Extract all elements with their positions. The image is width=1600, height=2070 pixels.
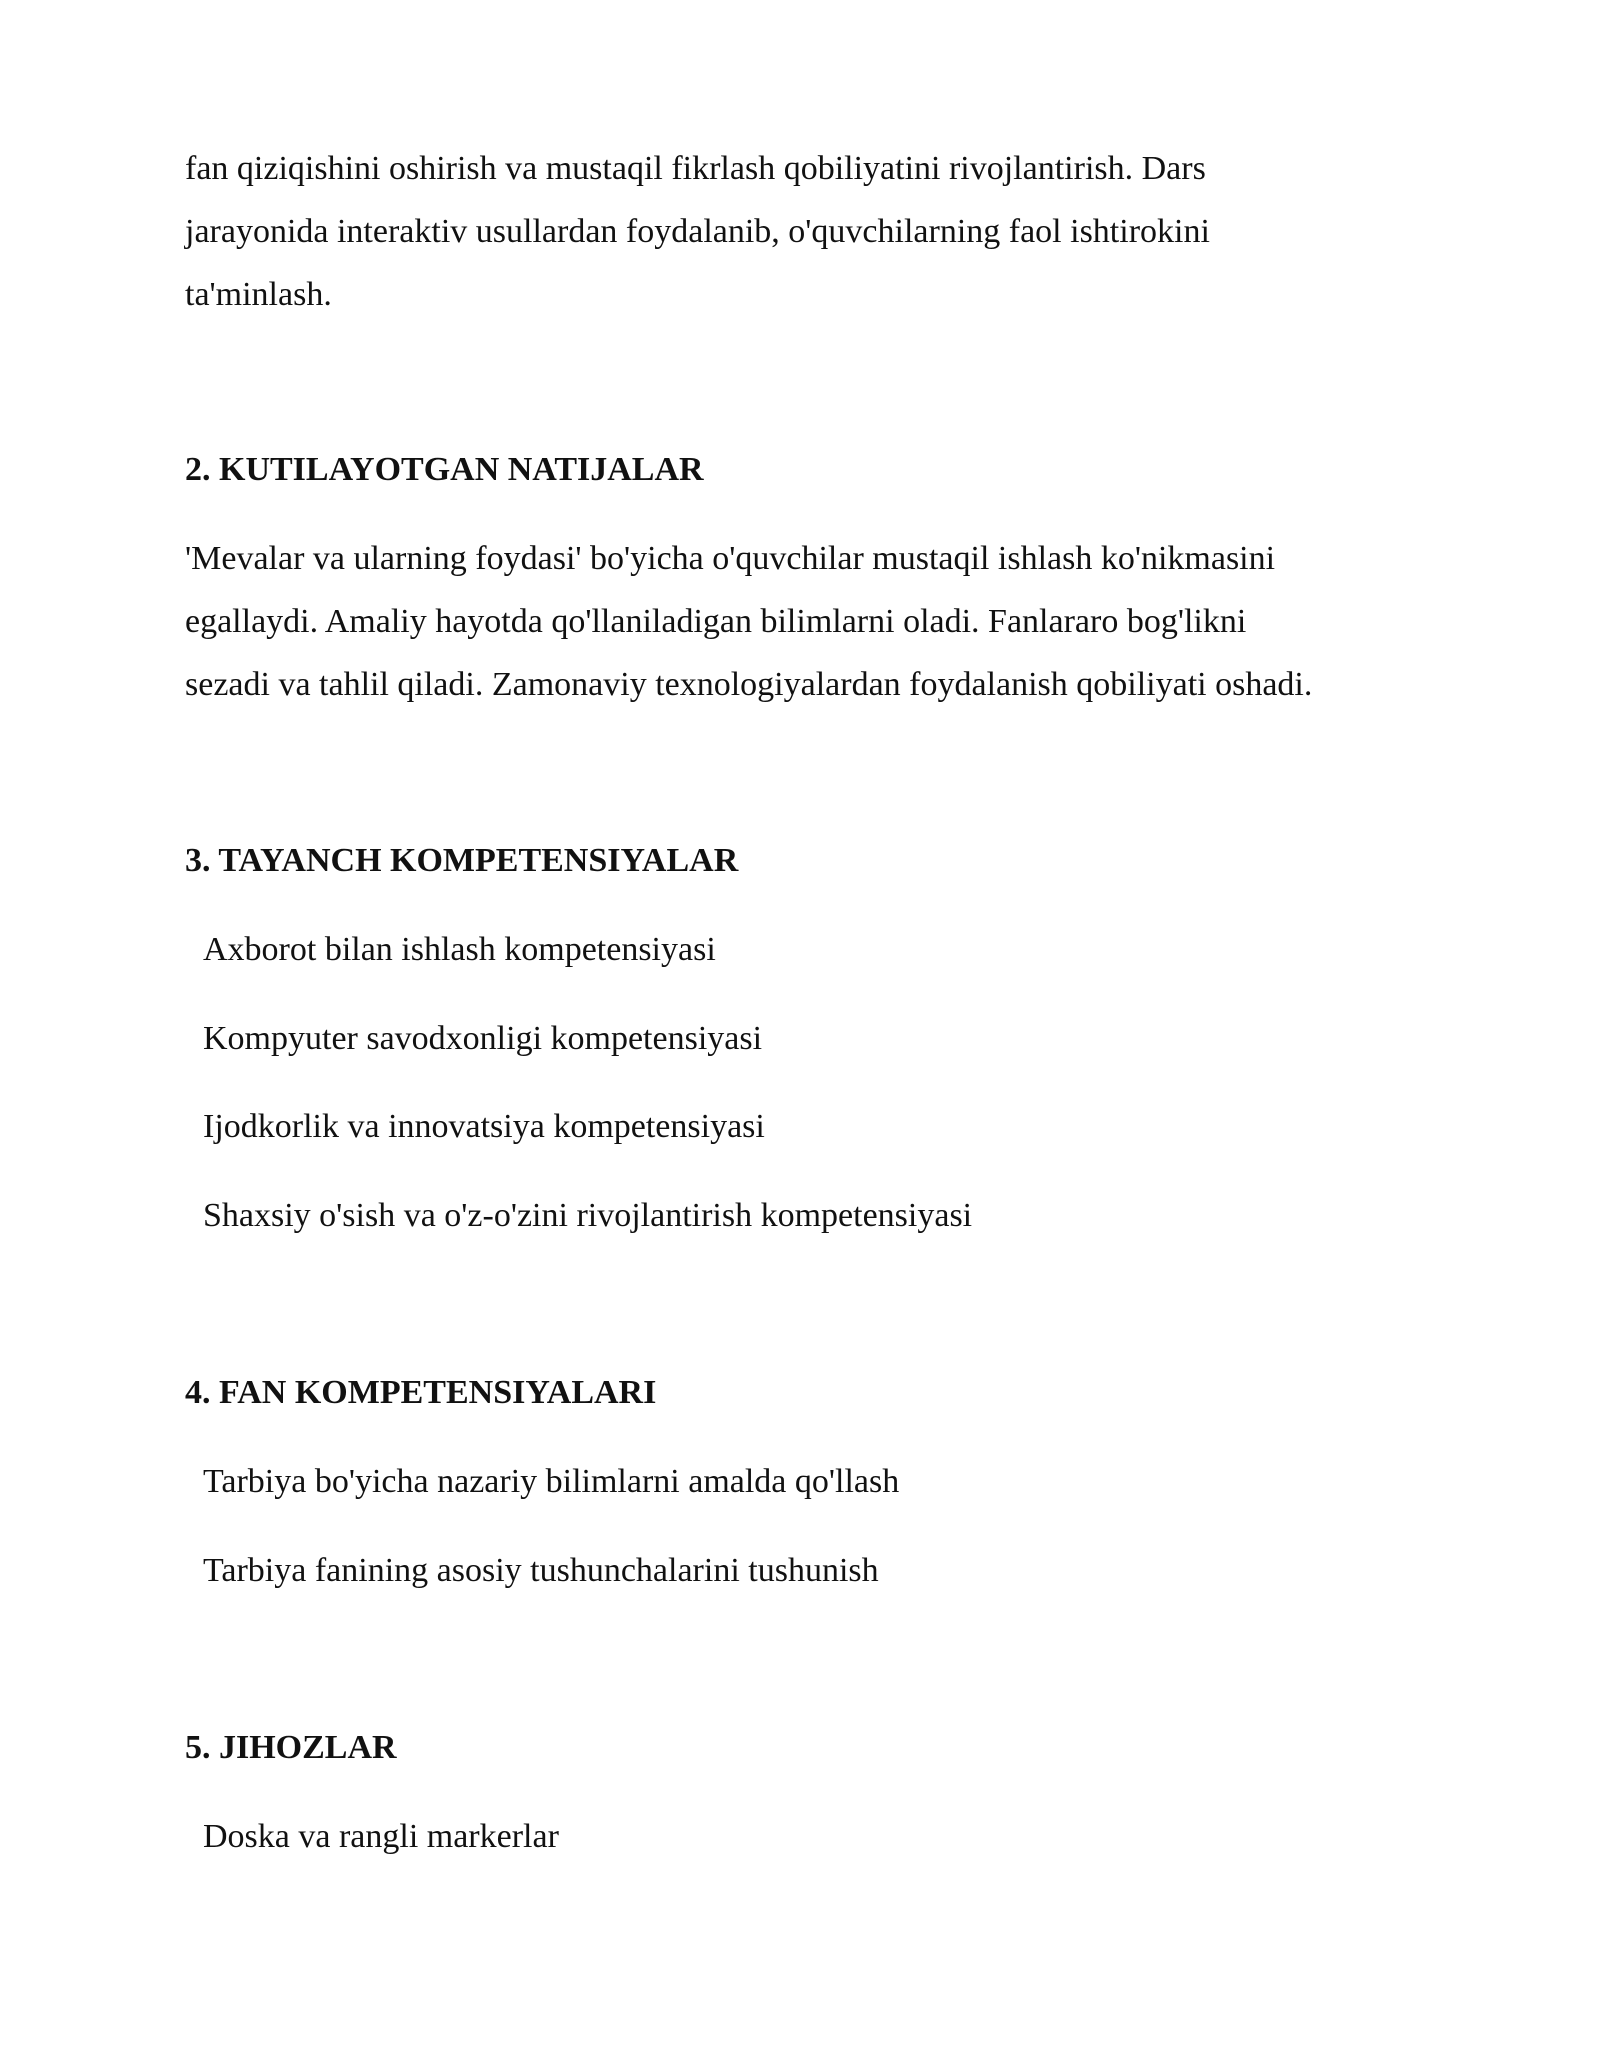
section-heading-equipment: 5. JIHOZLAR [185, 1729, 397, 1766]
paragraph-line: 'Mevalar va ularning foydasi' bo'yicha o'quvchilar mustaqil ishlash ko'nikmasini [185, 540, 1276, 577]
list-item: Doska va rangli markerlar [203, 1818, 559, 1855]
section-heading-core-competencies: 3. TAYANCH KOMPETENSIYALAR [185, 842, 739, 879]
list-item: Ijodkorlik va innovatsiya kompetensiyasi [203, 1108, 765, 1145]
list-item: Kompyuter savodxonligi kompetensiyasi [203, 1020, 763, 1057]
list-item: Axborot bilan ishlash kompetensiyasi [203, 931, 716, 968]
intro-line: fan qiziqishini oshirish va mustaqil fikrlash qobiliyatini rivojlantirish. Dars [185, 150, 1206, 187]
list-item: Shaxsiy o'sish va o'z-o'zini rivojlantirish kompetensiyasi [203, 1197, 973, 1234]
section-heading-subject-competencies: 4. FAN KOMPETENSIYALARI [185, 1374, 657, 1411]
paragraph-line: egallaydi. Amaliy hayotda qo'llaniladigan bilimlarni oladi. Fanlararo bog'likni [185, 603, 1247, 640]
intro-line: ta'minlash. [185, 276, 332, 313]
section-heading-expected-results: 2. KUTILAYOTGAN NATIJALAR [185, 451, 704, 488]
paragraph-line: sezadi va tahlil qiladi. Zamonaviy texnologiyalardan foydalanish qobiliyati oshadi. [185, 666, 1313, 703]
list-item: Tarbiya bo'yicha nazariy bilimlarni amalda qo'llash [203, 1463, 900, 1500]
list-item: Tarbiya fanining asosiy tushunchalarini tushunish [203, 1552, 879, 1589]
document-page [185, 0, 1455, 2070]
intro-line: jarayonida interaktiv usullardan foydalanib, o'quvchilarning faol ishtirokini [185, 213, 1210, 250]
